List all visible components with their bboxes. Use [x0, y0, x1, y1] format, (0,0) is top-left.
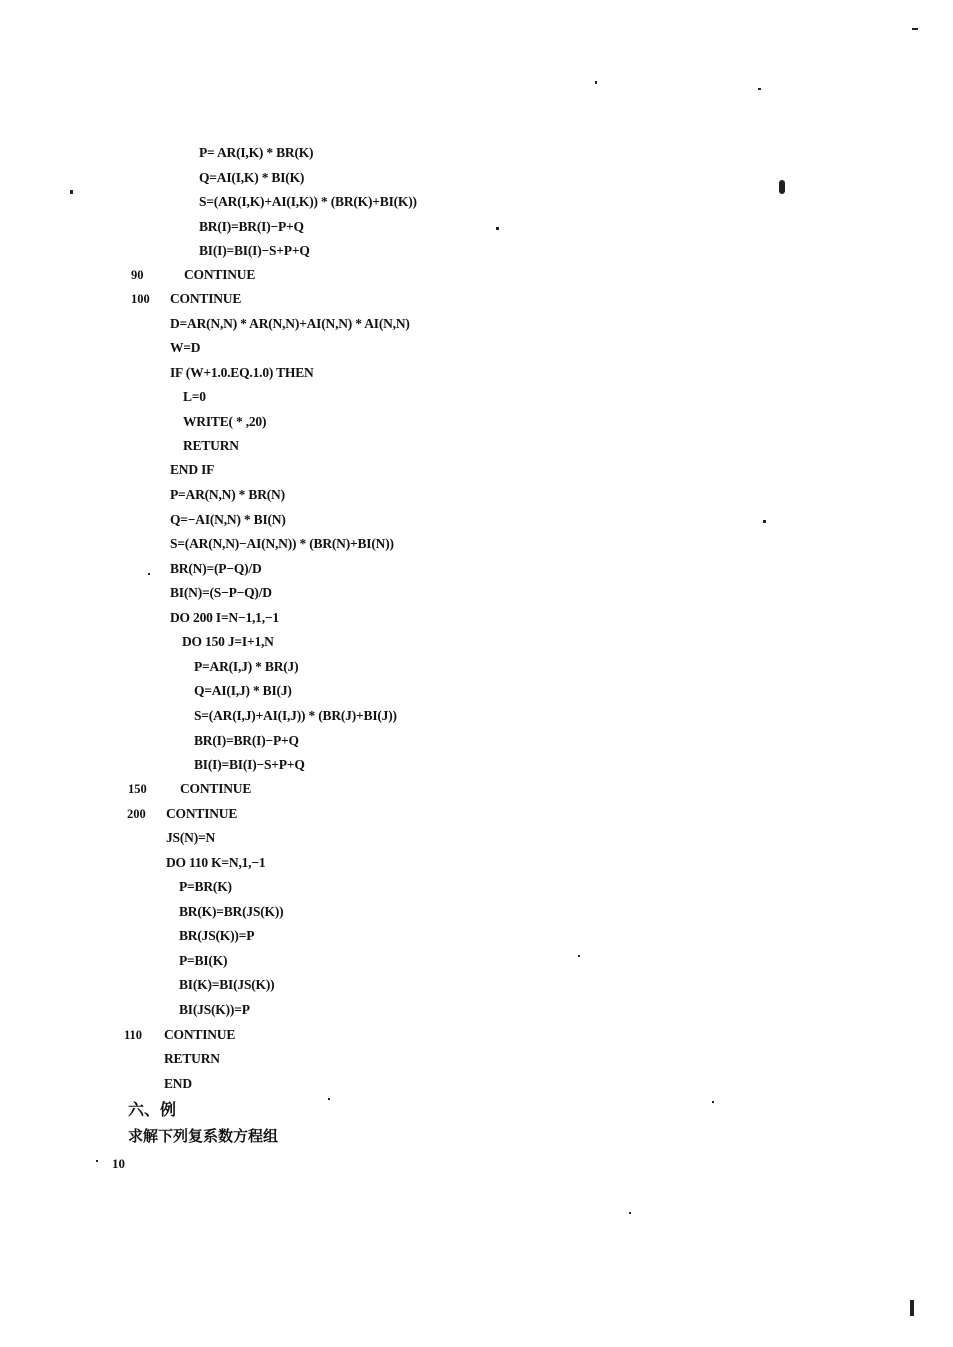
- code-line: W=D: [170, 340, 201, 355]
- code-line: BR(K)=BR(JS(K)): [179, 904, 284, 919]
- statement-label: 200: [127, 807, 146, 821]
- code-line: WRITE( * ,20): [183, 414, 267, 429]
- scan-speck: [328, 1098, 330, 1100]
- statement-label: 100: [131, 292, 150, 306]
- code-line: END: [164, 1076, 192, 1091]
- scan-speck: [779, 180, 785, 194]
- code-line: S=(AR(N,N)−AI(N,N)) * (BR(N)+BI(N)): [170, 536, 394, 551]
- code-line: BI(I)=BI(I)−S+P+Q: [194, 757, 305, 772]
- code-line: CONTINUE: [170, 291, 242, 306]
- code-line: L=0: [183, 389, 206, 404]
- code-line: BI(N)=(S−P−Q)/D: [170, 585, 272, 600]
- scan-speck: [496, 227, 499, 230]
- scan-speck: [758, 88, 761, 90]
- scan-speck: [578, 955, 580, 957]
- code-line: P=BI(K): [179, 953, 228, 968]
- scan-speck: [629, 1212, 631, 1214]
- code-line: P= AR(I,K) * BR(K): [199, 145, 314, 160]
- code-line: S=(AR(I,K)+AI(I,K)) * (BR(K)+BI(K)): [199, 194, 417, 209]
- statement-label: 90: [131, 268, 144, 282]
- code-line: BI(I)=BI(I)−S+P+Q: [199, 243, 310, 258]
- code-line: RETURN: [183, 438, 239, 453]
- scan-speck: [763, 520, 766, 523]
- code-line: END IF: [170, 462, 215, 477]
- code-line: JS(N)=N: [166, 830, 216, 845]
- code-line: P=BR(K): [179, 879, 232, 894]
- code-line: IF (W+1.0.EQ.1.0) THEN: [170, 365, 314, 380]
- code-line: CONTINUE: [166, 806, 238, 821]
- code-line: D=AR(N,N) * AR(N,N)+AI(N,N) * AI(N,N): [170, 316, 410, 331]
- page-number: 10: [112, 1156, 125, 1171]
- code-line: BI(JS(K))=P: [179, 1002, 250, 1017]
- code-line: CONTINUE: [184, 267, 256, 282]
- code-line: DO 200 I=N−1,1,−1: [170, 610, 279, 625]
- scan-speck: [912, 28, 918, 30]
- scan-speck: [70, 190, 73, 194]
- code-line: BR(JS(K))=P: [179, 928, 255, 943]
- code-line: RETURN: [164, 1051, 220, 1066]
- scan-speck: [96, 1160, 98, 1162]
- section-heading: 六、例: [128, 1100, 177, 1119]
- code-line: S=(AR(I,J)+AI(I,J)) * (BR(J)+BI(J)): [194, 708, 397, 723]
- code-line: Q=−AI(N,N) * BI(N): [170, 512, 286, 527]
- scan-speck: [595, 81, 597, 84]
- scan-speck: [910, 1300, 914, 1316]
- code-line: BI(K)=BI(JS(K)): [179, 977, 275, 992]
- statement-label: 150: [128, 782, 147, 796]
- scan-speck: [712, 1101, 714, 1103]
- code-line: CONTINUE: [180, 781, 252, 796]
- code-line: P=AR(I,J) * BR(J): [194, 659, 299, 674]
- code-line: DO 110 K=N,1,−1: [166, 855, 266, 870]
- code-line: CONTINUE: [164, 1027, 236, 1042]
- code-line: Q=AI(I,K) * BI(K): [199, 170, 305, 185]
- section-text: 求解下列复系数方程组: [128, 1127, 279, 1145]
- code-line: Q=AI(I,J) * BI(J): [194, 683, 292, 698]
- code-line: BR(N)=(P−Q)/D: [170, 561, 262, 576]
- code-line: BR(I)=BR(I)−P+Q: [199, 219, 304, 234]
- statement-label: 110: [124, 1028, 143, 1042]
- scan-speck: [148, 573, 150, 575]
- code-line: P=AR(N,N) * BR(N): [170, 487, 285, 502]
- code-line: BR(I)=BR(I)−P+Q: [194, 733, 299, 748]
- code-line: DO 150 J=I+1,N: [182, 634, 274, 649]
